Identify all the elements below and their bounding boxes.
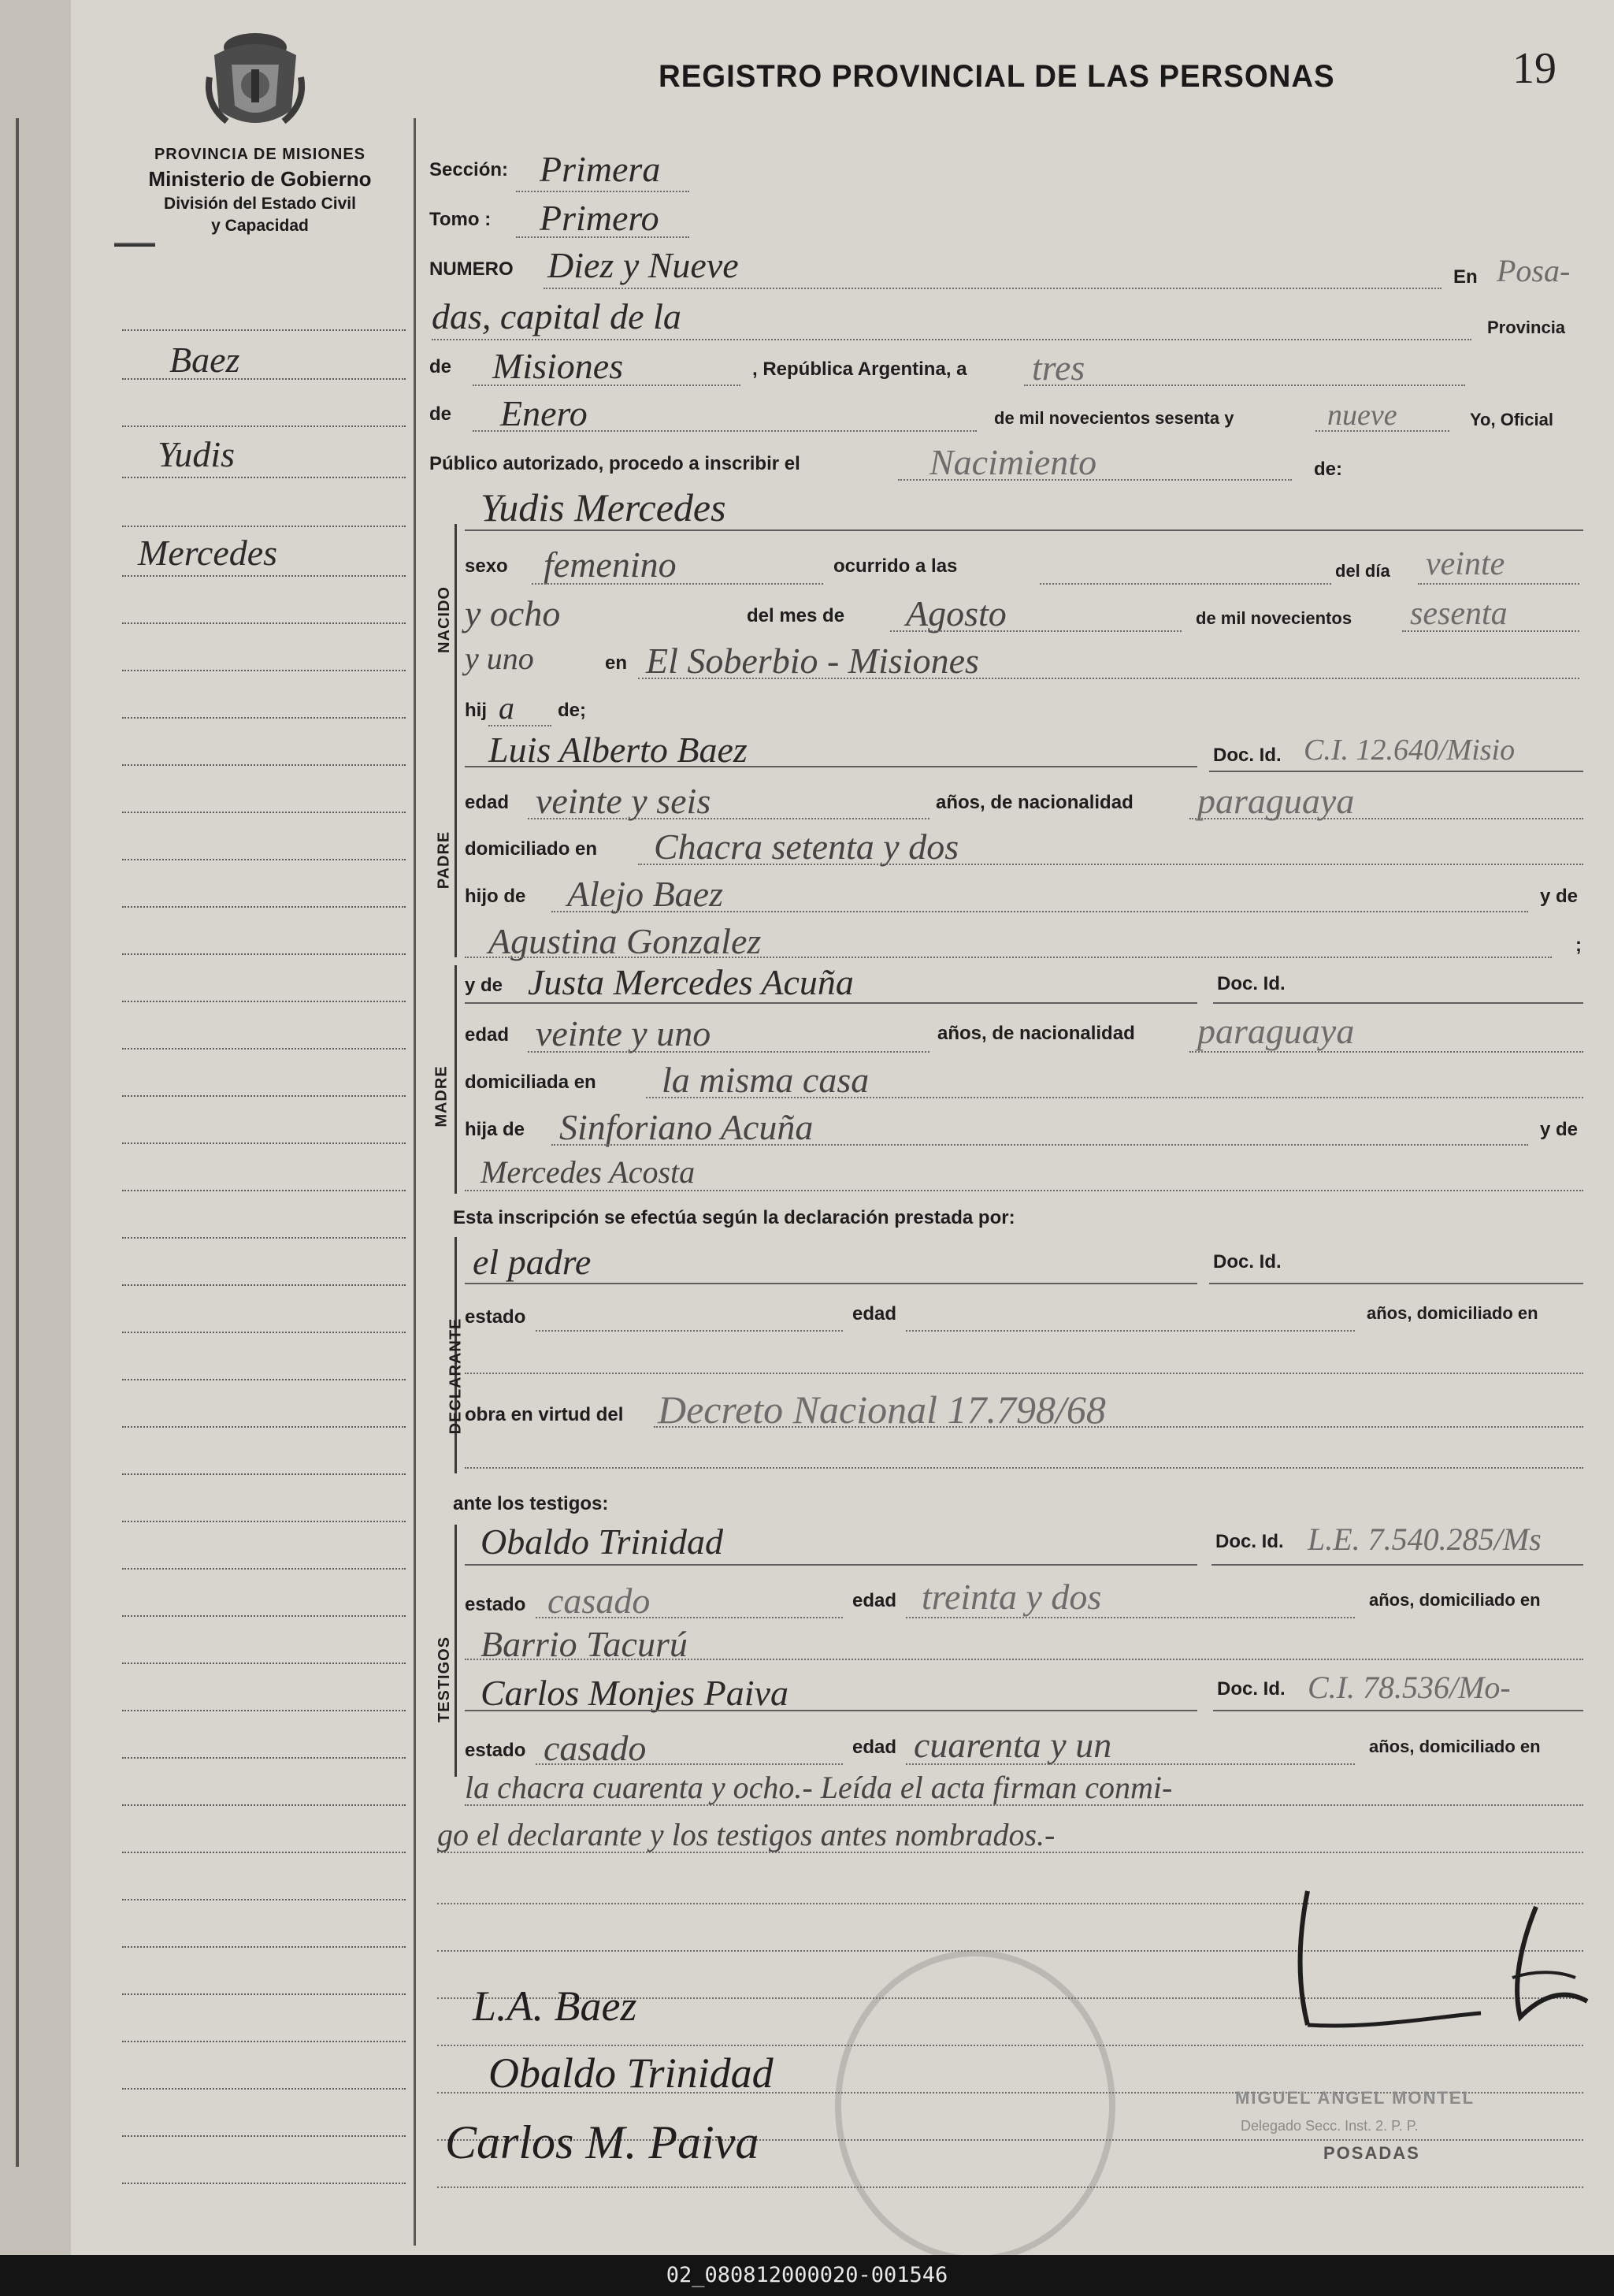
de2-label: de [429, 403, 452, 425]
padre-madre-line [465, 957, 1552, 958]
nacido-anio-cont: y uno [465, 641, 534, 676]
madre-padre-line [551, 1144, 1528, 1146]
declarante-signature: L.A. Baez [473, 1982, 637, 2030]
margin-line [122, 1899, 406, 1900]
nacido-mes-line [890, 630, 1182, 632]
margin-line [122, 1048, 406, 1050]
declarante-estado-label: estado [465, 1306, 526, 1328]
oficial-label: Yo, Oficial [1470, 410, 1553, 429]
padre-doc-label: Doc. Id. [1213, 745, 1282, 766]
padre-hijo-label: hijo de [465, 886, 526, 907]
margin-line [122, 1473, 406, 1475]
margin-line [122, 329, 406, 331]
ministry-underline [114, 243, 155, 247]
nacido-nombre-line [465, 529, 1583, 531]
sexo-label: sexo [465, 555, 508, 577]
padre-edad-label: edad [465, 792, 510, 813]
anio-label: de mil novecientos sesenta y [994, 408, 1234, 428]
margin-line [122, 1710, 406, 1711]
madre-anos-label: años, de nacionalidad [937, 1023, 1135, 1044]
testigo2-edad-line [906, 1763, 1355, 1765]
padre-semicolon: ; [1575, 934, 1582, 956]
anio-value: nueve [1327, 399, 1397, 432]
testigo2-edad-value: cuarenta y un [914, 1725, 1112, 1765]
place-line [432, 339, 1471, 340]
padre-doc-line [1209, 771, 1583, 772]
ministry-line-1: PROVINCIA DE MISIONES [154, 146, 366, 163]
testigo1-estado-label: estado [465, 1594, 526, 1615]
madre-yde-label: y de [465, 975, 503, 996]
ministry-header [114, 144, 406, 238]
nacido-de-label: de; [558, 700, 586, 721]
madre-nacionalidad-value: paraguaya [1197, 1011, 1355, 1051]
margin-line [122, 575, 406, 577]
en-label: En [1453, 266, 1478, 288]
testigo2-estado-value: casado [544, 1728, 647, 1768]
margin-line [122, 1095, 406, 1097]
testigo1-domicilio: Barrio Tacurú [480, 1624, 688, 1664]
padre-edad-line [528, 818, 929, 819]
declarante-doc-label: Doc. Id. [1213, 1251, 1282, 1272]
margin-first-name: Yudis [158, 434, 236, 474]
declarante-domicilio-line [465, 1373, 1583, 1374]
padre-padre-line [551, 911, 1528, 912]
nacido-mil-label: de mil novecientos [1196, 608, 1352, 628]
margin-line [122, 717, 406, 719]
sexo-value: femenino [544, 544, 677, 585]
padre-edad-value: veinte y seis [536, 781, 711, 821]
padre-yde-label: y de [1540, 886, 1579, 907]
provincia-label: Provincia [1487, 318, 1566, 337]
nacido-bracket [455, 524, 457, 737]
testigo1-domicilio-line [465, 1659, 1583, 1660]
madre-madre-line [465, 1190, 1583, 1191]
margin-line [122, 1663, 406, 1664]
testigo1-signature: Obaldo Trinidad [488, 2049, 774, 2097]
dia-value: tres [1032, 347, 1085, 388]
testigo2-nombre-line [465, 1710, 1197, 1711]
declarante-intro: Esta inscripción se efectúa según la declaración prestada por: [453, 1207, 1015, 1228]
padre-domicilio-line [638, 864, 1583, 865]
madre-bracket [455, 965, 457, 1194]
margin-line [122, 1426, 406, 1428]
seccion-value: Primera [540, 149, 661, 189]
testigo1-nombre: Obaldo Trinidad [480, 1521, 724, 1562]
numero-line [544, 288, 1441, 289]
madre-hija-label: hija de [465, 1119, 525, 1140]
padre-bracket [455, 729, 457, 957]
padre-domicilio-label: domiciliado en [465, 838, 598, 860]
tomo-value: Primero [540, 198, 659, 238]
nacido-mes-value: Agosto [906, 593, 1007, 633]
testigos-bracket [455, 1525, 457, 1777]
madre-domicilio-label: domiciliada en [465, 1072, 596, 1093]
testigo2-doc-label: Doc. Id. [1217, 1678, 1286, 1700]
mes-line [473, 430, 977, 432]
margin-line [122, 1142, 406, 1144]
testigo1-nombre-line [465, 1564, 1197, 1566]
officer-signature [1276, 1883, 1599, 2049]
padre-nacionalidad-value: paraguaya [1197, 781, 1355, 821]
lugar-line [638, 678, 1579, 679]
cierre-line [437, 1852, 1583, 1853]
madre-domicilio-value: la misma casa [662, 1060, 870, 1100]
madre-padre-de: Sinforiano Acuña [559, 1107, 814, 1147]
seccion-line [516, 191, 689, 192]
margin-line [122, 812, 406, 813]
obra-value: Decreto Nacional 17.798/68 [658, 1388, 1106, 1432]
madre-doc-line [1213, 1002, 1583, 1004]
declarante-edad-label: edad [852, 1303, 897, 1324]
testigo1-edad-line [906, 1617, 1355, 1618]
margin-line [122, 1190, 406, 1191]
testigo2-domicilio: la chacra cuarenta y ocho.- Leída el acta firman conmi- [465, 1770, 1173, 1805]
obra-label: obra en virtud del [465, 1404, 624, 1425]
hij-line [488, 725, 551, 726]
padre-padre-de: Alejo Baez [567, 874, 723, 914]
madre-nombre: Justa Mercedes Acuña [528, 962, 854, 1002]
testigo2-signature: Carlos M. Paiva [445, 2116, 759, 2168]
ministry-line-3: División del Estado Civil [164, 195, 356, 214]
madre-nacionalidad-line [1189, 1051, 1583, 1053]
dia-line [1024, 385, 1465, 386]
officer-cargo-stamp: Delegado Secc. Inst. 2. P. P. [1241, 2118, 1419, 2134]
page-number: 19 [1512, 44, 1556, 93]
margin-line [122, 2135, 406, 2137]
declarante-doc-line [1209, 1283, 1583, 1284]
testigo2-estado-line [536, 1763, 843, 1765]
acto-line [898, 479, 1292, 481]
obra-line-2 [465, 1467, 1583, 1469]
margin-line [122, 622, 406, 624]
margin-line [122, 1521, 406, 1522]
margin-line [122, 378, 406, 380]
margin-surname: Baez [169, 340, 240, 380]
nacido-nombre: Yudis Mercedes [480, 485, 726, 529]
padre-nombre-line [465, 766, 1197, 767]
testigo1-doc-label: Doc. Id. [1215, 1531, 1284, 1552]
anio-line [1315, 430, 1449, 432]
margin-line [122, 1284, 406, 1286]
margin-line [122, 1568, 406, 1570]
ocurrido-label: ocurrido a las [833, 555, 958, 577]
de-label: de [429, 356, 452, 377]
madre-tag: MADRE [432, 1065, 451, 1128]
scan-id-footer: 02_080812000020-001546 [0, 2255, 1614, 2296]
madre-edad-label: edad [465, 1024, 510, 1046]
testigo2-nombre: Carlos Monjes Paiva [480, 1673, 788, 1713]
previous-page-edge [0, 0, 73, 2255]
margin-line [122, 670, 406, 671]
padre-tag: PADRE [435, 830, 453, 890]
declarante-nombre-line [465, 1283, 1197, 1284]
declarante-nombre: el padre [473, 1242, 592, 1282]
testigo2-estado-label: estado [465, 1740, 526, 1761]
margin-line [122, 526, 406, 527]
nacido-en-label: en [605, 652, 628, 674]
margin-line [122, 906, 406, 908]
margin-line [122, 859, 406, 860]
declarante-edad-line [906, 1330, 1355, 1332]
margin-line [122, 1237, 406, 1239]
testigo1-estado-line [536, 1617, 843, 1618]
margin-line [122, 425, 406, 427]
testigo1-edad-value: treinta y dos [922, 1577, 1102, 1617]
margin-line [122, 1379, 406, 1380]
margin-line [122, 1615, 406, 1617]
acto-value: Nacimiento [929, 442, 1097, 482]
margin-line [122, 2183, 406, 2184]
del-dia-label: del día [1335, 561, 1390, 581]
testigo2-anos-label: años, domiciliado en [1369, 1737, 1541, 1756]
margin-second-name: Mercedes [138, 533, 278, 573]
padre-nombre: Luis Alberto Baez [488, 730, 748, 770]
margin-line [122, 2088, 406, 2090]
padre-madre-de: Agustina Gonzalez [488, 921, 762, 961]
provincia-value: Misiones [492, 346, 624, 386]
tomo-line [516, 236, 689, 238]
testigo1-estado-value: casado [547, 1581, 651, 1621]
publico-label: Público autorizado, procedo a inscribir el [429, 453, 800, 474]
margin-line [122, 764, 406, 766]
testigo1-doc-value: L.E. 7.540.285/Ms [1308, 1521, 1542, 1557]
margin-line [122, 477, 406, 478]
nacido-anio-line [1402, 630, 1579, 632]
madre-edad-value: veinte y uno [536, 1013, 711, 1053]
testigos-tag: TESTIGOS [436, 1636, 454, 1723]
en-value: Posa- [1497, 253, 1571, 288]
testigo2-doc-value: C.I. 78.536/Mo- [1308, 1670, 1511, 1705]
testigo1-anos-label: años, domiciliado en [1369, 1590, 1541, 1610]
padre-domicilio-value: Chacra setenta y dos [654, 827, 959, 867]
margin-line [122, 1993, 406, 1995]
nacido-tag: NACIDO [435, 586, 453, 653]
numero-label: NUMERO [429, 258, 514, 280]
sexo-line [532, 583, 823, 585]
margin-line [122, 1001, 406, 1002]
testigo1-doc-line [1211, 1564, 1583, 1566]
margin-line [122, 2041, 406, 2042]
coat-of-arms-seal [203, 17, 307, 136]
hij-value: a [499, 690, 514, 726]
hora-line [1040, 583, 1331, 585]
madre-domicilio-line [646, 1097, 1583, 1098]
margin-line [122, 1757, 406, 1759]
declarante-tag: DECLARANTE [447, 1317, 465, 1435]
officer-city-stamp: POSADAS [1323, 2143, 1420, 2163]
padre-anos-label: años, de nacionalidad [936, 792, 1134, 813]
margin-line [122, 1852, 406, 1853]
registry-title: REGISTRO PROVINCIAL DE LAS PERSONAS [659, 59, 1335, 94]
padre-doc-value: C.I. 12.640/Misio [1304, 734, 1516, 767]
previous-page-rule [16, 118, 19, 2167]
testigo1-edad-label: edad [852, 1590, 897, 1611]
margin-line [122, 1332, 406, 1333]
ministry-line-2: Ministerio de Gobierno [148, 167, 372, 191]
nacido-dia-line [1418, 583, 1579, 585]
nacido-anio-value: sesenta [1410, 596, 1508, 632]
nacido-dia-value: veinte [1426, 546, 1505, 582]
obra-line [654, 1426, 1583, 1428]
nacido-mes-label: del mes de [747, 605, 845, 626]
madre-nombre-line [465, 1002, 1197, 1004]
numero-value: Diez y Nueve [547, 245, 739, 285]
lugar-value: El Soberbio - Misiones [646, 641, 979, 681]
seccion-label: Sección: [429, 159, 509, 180]
officer-name-stamp: MIGUEL ANGEL MONTEL [1235, 2088, 1475, 2108]
testigo2-edad-label: edad [852, 1737, 897, 1758]
ministry-line-4: y Capacidad [211, 217, 309, 236]
cierre-text: go el declarante y los testigos antes nombrados.- [437, 1817, 1056, 1852]
hij-label: hij [465, 700, 487, 721]
madre-doc-label: Doc. Id. [1217, 973, 1286, 994]
nacido-dia-cont: y ocho [465, 593, 561, 633]
official-stamp [835, 1950, 1115, 2255]
place-continued: das, capital de la [432, 296, 681, 336]
margin-line [122, 1946, 406, 1948]
testigo2-domicilio-line [465, 1804, 1583, 1806]
margin-line [122, 1804, 406, 1806]
testigo2-doc-line [1213, 1710, 1583, 1711]
testigos-intro: ante los testigos: [453, 1493, 609, 1514]
margin-divider [414, 118, 416, 2246]
de3-label: de: [1314, 459, 1342, 480]
madre-madre-de: Mercedes Acosta [480, 1154, 696, 1190]
republica-label: , República Argentina, a [752, 359, 967, 380]
mes-value: Enero [500, 393, 588, 433]
declarante-anos-label: años, domiciliado en [1367, 1303, 1538, 1323]
tomo-label: Tomo : [429, 209, 492, 230]
provincia-line [473, 385, 740, 386]
declarante-estado-line [536, 1330, 843, 1332]
padre-nacionalidad-line [1189, 818, 1583, 819]
margin-line [122, 953, 406, 955]
madre-edad-line [528, 1051, 929, 1053]
madre-yde2-label: y de [1540, 1119, 1579, 1140]
